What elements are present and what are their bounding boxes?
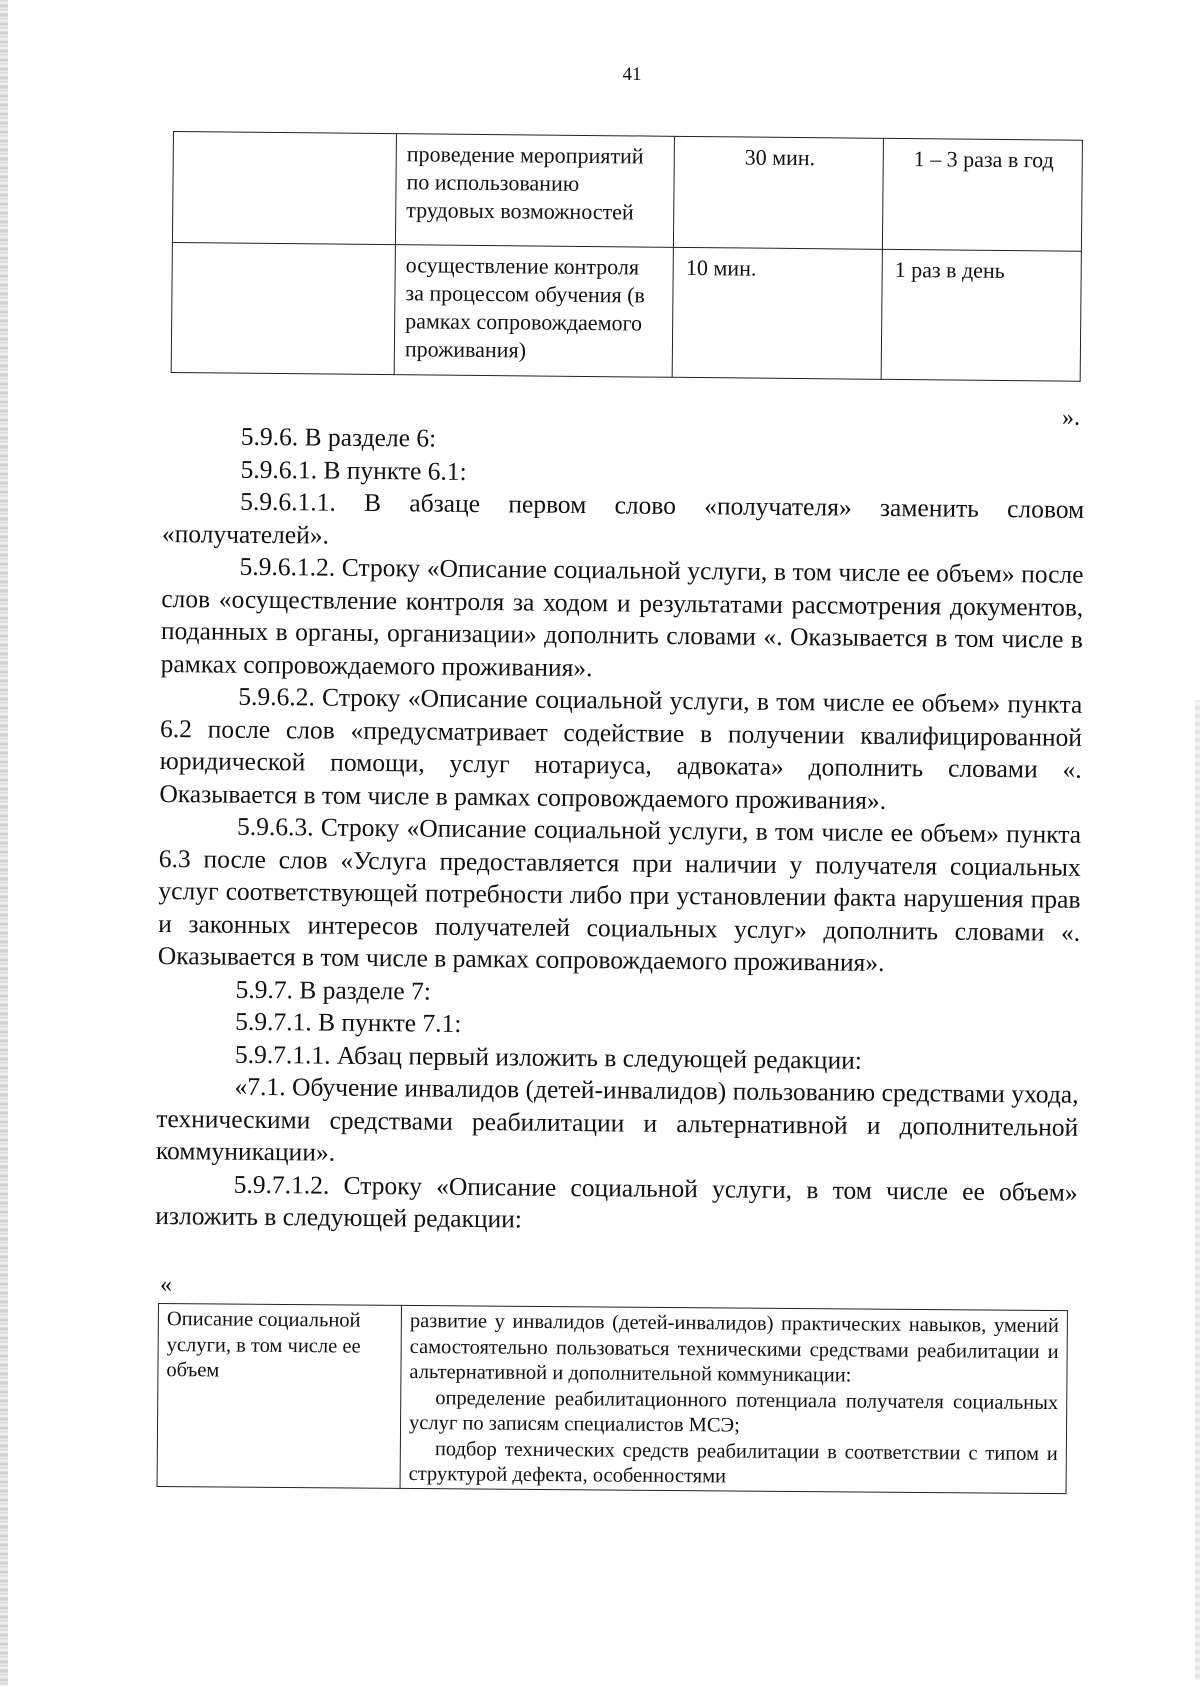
description-line: развитие у инвалидов (детей-инвалидов) практических навыков, умений самостоятельно пользоваться техническими средствами реабилитации и альтернативной и дополнительной коммуникации: [409, 1309, 1059, 1387]
table-row [171, 242, 1081, 381]
paragraph: 5.9.6.1.2. Строку «Описание социальной услуги, в том числе ее объем» после слов «осуществление контроля за ходом и результатами рассмотрения документов, поданных в органы, организации» дополнить словами «. Оказывается в том числе в рамках сопровождаемого проживания». [160, 551, 1084, 682]
table-cell-duration: 30 мин. [674, 136, 884, 249]
table-cell-description [400, 1305, 1067, 1493]
table-cell-frequency: 1 раз в день [881, 249, 1081, 381]
paragraph: 5.9.7.1.1. Абзац первый изложить в следующей редакции: [234, 1039, 863, 1075]
paragraph: 5.9.7. В разделе 7: [235, 974, 432, 1006]
table-cell-duration: 10 мин. [672, 247, 882, 379]
table-cell-empty [171, 242, 395, 374]
paragraph: 5.9.6.2. Строку «Описание социальной услуги, в том числе ее объем» пункта 6.2 после слов «предусматривает содействие в получении квалифицированной юридической помощи, услуг нотариуса, адвоката» дополнить словами «. Оказывается в том числе в рамках сопровождаемого проживания». [159, 681, 1083, 815]
table-row [172, 132, 1082, 252]
page-number: 41 [622, 64, 642, 85]
table-cell-service: проведение мероприятий по использованию трудовых возможностей [395, 134, 674, 248]
description-line: определение реабилитационного потенциала получателя социальных услуг по записям специалистов МСЭ; [408, 1386, 1059, 1437]
opening-quote: « [160, 1272, 172, 1298]
document-body [155, 420, 1085, 1241]
services-table [171, 131, 1083, 382]
scan-edge-left [0, 0, 8, 1686]
service-description-table [157, 1303, 1068, 1494]
closing-quote: ». [1062, 405, 1080, 431]
paragraph: «7.1. Обучение инвалидов (детей-инвалидов) пользованию средствами ухода, техническими средствами реабилитации и альтернативной и дополнительной коммуникации». [155, 1071, 1079, 1167]
table-cell-empty [172, 132, 396, 245]
table-cell-frequency: 1 – 3 раза в год [882, 138, 1082, 251]
table-cell-service: осуществление контроля за процессом обучения (в рамках сопровождаемого проживания) [394, 245, 673, 378]
paragraph: 5.9.6. В разделе 6: [240, 421, 437, 453]
paragraph: 5.9.6.1. В пункте 6.1: [240, 454, 467, 486]
paragraph: 5.9.6.1.1. В абзаце первом слово «получателя» заменить словом «получателей». [161, 486, 1085, 550]
description-line: подбор технических средств реабилитации в соответствии с типом и структурой дефекта, особенностями [408, 1437, 1058, 1488]
table-row [157, 1304, 1067, 1494]
paragraph: 5.9.7.1.2. Строку «Описание социальной услуги, в том числе ее объем» изложить в следующей редакции: [155, 1169, 1078, 1234]
paragraph: 5.9.6.3. Строку «Описание социальной услуги, в том числе ее объем» пункта 6.3 после слов «Услуга предоставляется при наличии у получателя социальных услуг соответствующей потребности либо при установлении факта нарушения прав и законных интересов получателей социальных услуг» дополнить словами «. Оказывается в том числе в рамках сопровождаемого проживания». [157, 811, 1082, 977]
scan-edge-right [1195, 700, 1200, 1680]
paragraph: 5.9.7.1. В пункте 7.1: [235, 1006, 462, 1038]
table-cell-label: Описание социальной услуги, в том числе ее объем [157, 1304, 401, 1488]
